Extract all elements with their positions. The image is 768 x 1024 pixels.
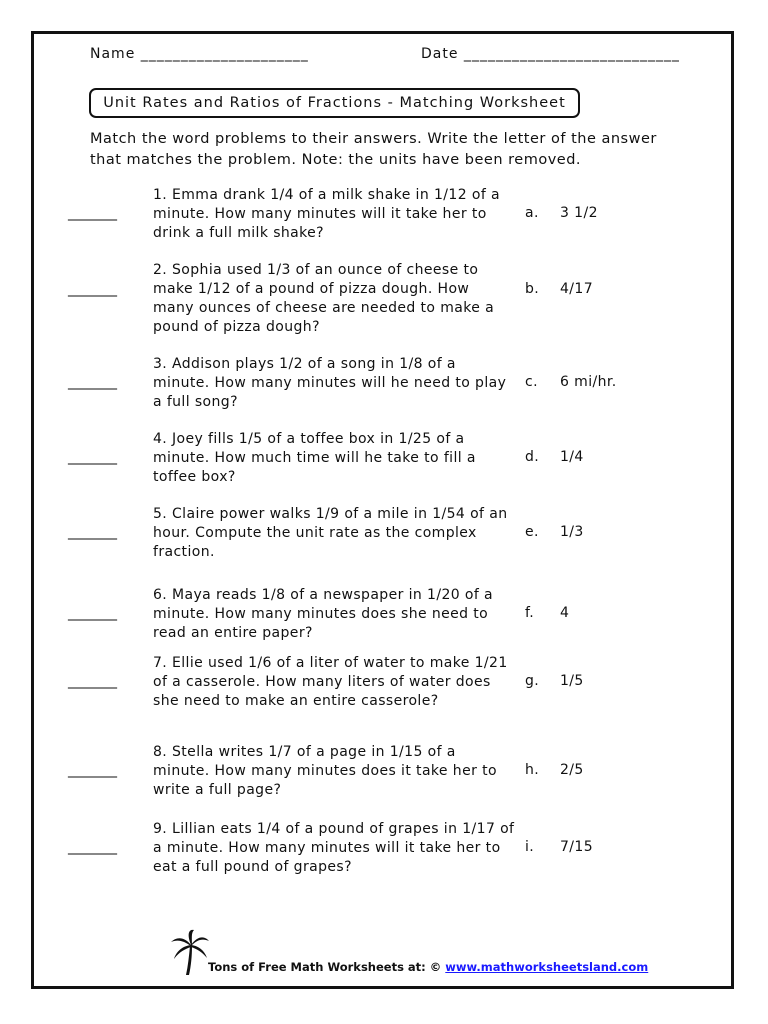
- problem-text: 2. Sophia used 1/3 of an ounce of cheese to make 1/12 of a pound of pizza dough. How many ounces of cheese are needed to make a pound of pizza dough?: [153, 262, 495, 335]
- answer-letter: c.: [525, 374, 538, 390]
- answer-letter: d.: [525, 449, 540, 465]
- problem-text: 3. Addison plays 1/2 of a song in 1/8 of a minute. How many minutes will he need to play a full song?: [153, 356, 507, 410]
- worksheet-title: Unit Rates and Ratios of Fractions - Matching Worksheet: [89, 88, 580, 118]
- answer-value: 3 1/2: [560, 205, 598, 221]
- answer-blank[interactable]: _______: [68, 839, 117, 855]
- footer-text: Tons of Free Math Worksheets at: ©: [208, 960, 442, 974]
- answer-blank[interactable]: _______: [68, 449, 117, 465]
- answer-letter: a.: [525, 205, 539, 221]
- answer-letter: i.: [525, 839, 535, 855]
- problem-text: 8. Stella writes 1/7 of a page in 1/15 of a minute. How many minutes does it take her to write a full page?: [153, 744, 497, 798]
- answer-value: 4: [560, 605, 570, 621]
- footer-link[interactable]: www.mathworksheetsland.com: [445, 960, 649, 974]
- answer-blank[interactable]: _______: [68, 605, 117, 621]
- answer-value: 6 mi/hr.: [560, 374, 617, 390]
- instructions: Match the word problems to their answers. Write the letter of the answer that matches the problem. Note: the units have been removed.: [90, 131, 657, 168]
- answer-value: 4/17: [560, 281, 594, 297]
- problem-text: 5. Claire power walks 1/9 of a mile in 1/54 of an hour. Compute the unit rate as the complex fraction.: [153, 506, 508, 560]
- answer-blank[interactable]: _______: [68, 374, 117, 390]
- date-field-label: Date ___________________________: [421, 46, 680, 62]
- answer-blank[interactable]: _______: [68, 205, 117, 221]
- answer-value: 2/5: [560, 762, 584, 778]
- footer: [208, 960, 648, 974]
- problem-text: 6. Maya reads 1/8 of a newspaper in 1/20 of a minute. How many minutes does she need to read an entire paper?: [153, 587, 494, 641]
- name-field-label: Name _____________________: [90, 46, 309, 62]
- answer-blank[interactable]: _______: [68, 762, 117, 778]
- problem-text: 9. Lillian eats 1/4 of a pound of grapes in 1/17 of a minute. How many minutes will it take her to eat a full pound of grapes?: [153, 821, 515, 875]
- palm-tree-icon: [170, 928, 210, 976]
- answer-value: 1/5: [560, 673, 584, 689]
- answer-letter: g.: [525, 673, 540, 689]
- answer-letter: b.: [525, 281, 540, 297]
- answer-letter: e.: [525, 524, 539, 540]
- problem-text: 1. Emma drank 1/4 of a milk shake in 1/12 of a minute. How many minutes will it take her to drink a full milk shake?: [153, 187, 500, 241]
- answer-value: 1/3: [560, 524, 584, 540]
- answer-blank[interactable]: _______: [68, 673, 117, 689]
- answer-blank[interactable]: _______: [68, 281, 117, 297]
- answer-value: 1/4: [560, 449, 584, 465]
- answer-blank[interactable]: _______: [68, 524, 117, 540]
- answer-value: 7/15: [560, 839, 594, 855]
- answer-letter: f.: [525, 605, 535, 621]
- problem-text: 7. Ellie used 1/6 of a liter of water to make 1/21 of a casserole. How many liters of water does she need to make an entire casserole?: [153, 655, 508, 709]
- answer-letter: h.: [525, 762, 540, 778]
- problem-text: 4. Joey fills 1/5 of a toffee box in 1/25 of a minute. How much time will he take to fill a toffee box?: [153, 431, 476, 485]
